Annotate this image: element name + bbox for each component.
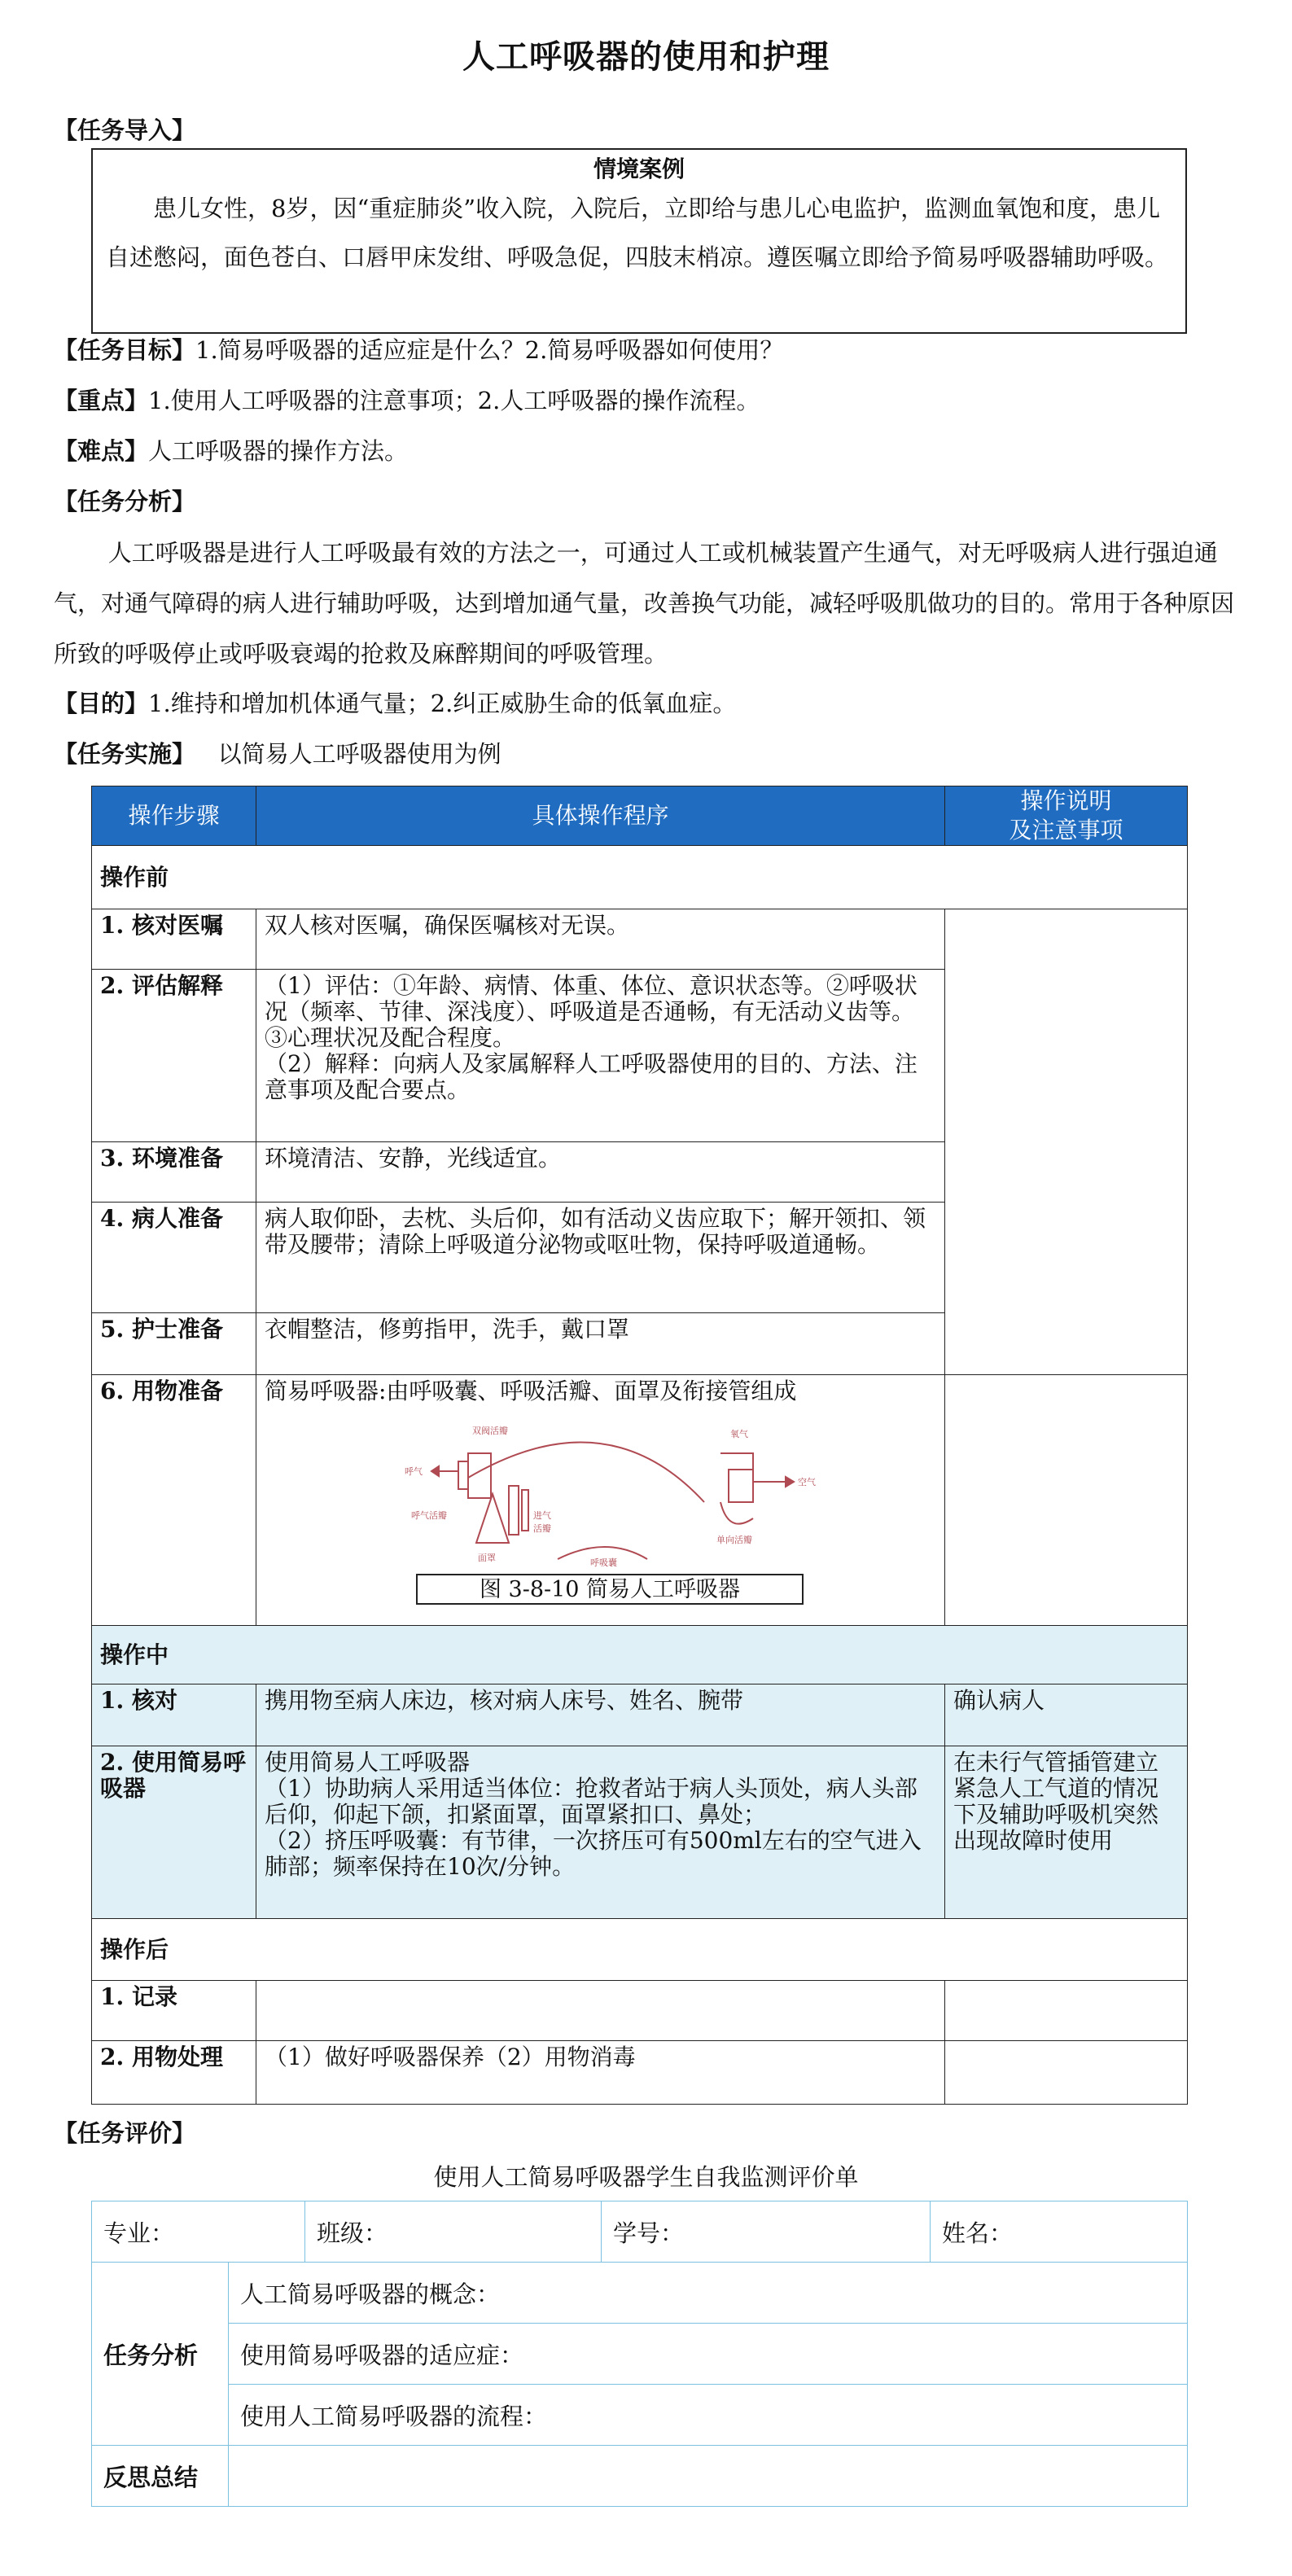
table-row <box>92 2041 1188 2105</box>
step-cell: 1. 记录 <box>92 1981 256 2041</box>
major-field[interactable]: 专业： <box>92 2201 305 2263</box>
fig-label: 呼气 <box>405 1466 423 1477</box>
ventilator-illustration <box>265 1404 932 1575</box>
fig-label: 呼气活瓣 <box>411 1510 447 1521</box>
exhale-arrow <box>431 1466 439 1476</box>
eval-item[interactable]: 人工简易呼吸器的概念： <box>229 2263 1188 2324</box>
fig-label: 面罩 <box>478 1553 496 1563</box>
phase-before: 操作前 <box>92 846 1188 909</box>
evaluation-label: 【任务评价】 <box>54 2119 196 2147</box>
content-cell: 病人取仰卧，去枕、头后仰，如有活动义齿应取下；解开领扣、领带及腰带；清除上呼吸道分泌物或呕吐物，保持呼吸道通畅。 <box>256 1203 945 1313</box>
evaluation-caption: 使用人工简易呼吸器学生自我监测评价单 <box>433 2163 859 2191</box>
one-way-valve <box>729 1470 753 1502</box>
key-label: 【重点】 <box>54 387 149 414</box>
reflection-label: 反思总结 <box>92 2446 229 2507</box>
purpose-line <box>54 687 736 720</box>
case-box <box>91 148 1187 334</box>
task-analysis-label: 任务分析 <box>92 2263 229 2446</box>
eval-row <box>92 2385 1188 2446</box>
eval-row <box>92 2446 1188 2507</box>
eval-item[interactable]: 使用人工简易呼吸器的流程： <box>229 2385 1188 2446</box>
note-cell <box>945 2041 1188 2105</box>
content-cell: 衣帽整洁，修剪指甲，洗手，戴口罩 <box>256 1313 945 1375</box>
name-field[interactable]: 姓名： <box>931 2201 1188 2263</box>
ventilator-figure <box>265 1404 936 1606</box>
analysis-label: 【任务分析】 <box>54 488 196 515</box>
eval-row <box>92 2263 1188 2324</box>
implement-text: 以简易人工呼吸器使用为例 <box>217 740 501 768</box>
table-row <box>92 1981 1188 2041</box>
bag-arc <box>468 1443 704 1502</box>
fig-label: 进气 <box>533 1510 551 1521</box>
case-text: 患儿女性，8岁，因“重症肺炎”收入院，入院后，立即给与患儿心电监护，监测血氧饱和度，患儿自述憋闷，面色苍白、口唇甲床发绀、呼吸急促，四肢末梢凉。遵医嘱立即给予简易呼吸器辅助呼吸。 <box>106 195 1169 271</box>
content-cell <box>256 1981 945 2041</box>
phase-after: 操作后 <box>92 1919 1188 1981</box>
content-cell: 双人核对医嘱，确保医嘱核对无误。 <box>256 909 945 970</box>
reflection-field[interactable] <box>229 2446 1188 2507</box>
note-cell <box>945 1375 1188 1626</box>
table-row <box>92 1746 1188 1919</box>
goal-line <box>54 334 783 366</box>
purpose-label: 【目的】 <box>54 690 149 717</box>
header-notes: 操作说明 及注意事项 <box>945 786 1188 846</box>
analysis-text: 人工呼吸器是进行人工呼吸最有效的方法之一，可通过人工或机械装置产生通气，对无呼吸病人进行强迫通气，对通气障碍的病人进行辅助呼吸，达到增加通气量，改善换气功能，减轻呼吸肌做功的目的。常用于各种原因所致的呼吸停止或呼吸衰竭的抢救及麻醉期间的呼吸管理。 <box>54 539 1235 668</box>
student-id-field[interactable]: 学号： <box>602 2201 931 2263</box>
table-row <box>92 909 1188 970</box>
phase-during: 操作中 <box>92 1626 1188 1684</box>
difficulty-text: 人工呼吸器的操作方法。 <box>148 437 409 465</box>
table-header-row <box>92 786 1188 846</box>
eval-item[interactable]: 使用简易呼吸器的适应症： <box>229 2324 1188 2385</box>
step-cell: 3. 环境准备 <box>92 1142 256 1203</box>
import-label: 【任务导入】 <box>54 116 196 144</box>
step-cell: 1. 核对 <box>92 1684 256 1746</box>
content-cell: 携用物至病人床边，核对病人床号、姓名、腕带 <box>256 1684 945 1746</box>
procedure-table <box>91 786 1188 2105</box>
difficulty-line <box>54 435 408 467</box>
note-cell: 确认病人 <box>945 1684 1188 1746</box>
table-row <box>92 1684 1188 1746</box>
phase-row-during <box>92 1626 1188 1684</box>
step-cell: 2. 用物处理 <box>92 2041 256 2105</box>
implement-line <box>54 738 501 770</box>
page-title: 人工呼吸器的使用和护理 <box>462 37 830 76</box>
difficulty-label: 【难点】 <box>54 437 149 465</box>
step-cell: 6. 用物准备 <box>92 1375 256 1626</box>
phase-row-after <box>92 1919 1188 1981</box>
mask-left <box>476 1494 509 1543</box>
goal-label: 【任务目标】 <box>54 336 196 364</box>
step-cell: 2. 使用简易呼吸器 <box>92 1746 256 1919</box>
phase-row-before <box>92 846 1188 909</box>
content-cell: 使用简易人工呼吸器 （1）协助病人采用适当体位：抢救者站于病人头顶处，病人头部后仰，仰起下颌，扣紧面罩，面罩紧扣口、鼻处； （2）挤压呼吸囊：有节律，一次挤压可有500ml左右的空气进入肺部；频率保持在10次/分钟。 <box>256 1746 945 1919</box>
goal-text: 1.简易呼吸器的适应症是什么？2.简易呼吸器如何使用？ <box>195 336 784 364</box>
fig-label: 氧气 <box>730 1429 748 1439</box>
purpose-text: 1.维持和增加机体通气量；2.纠正威胁生命的低氧血症。 <box>148 690 737 717</box>
step-cell: 1. 核对医嘱 <box>92 909 256 970</box>
fig-label: 呼吸囊 <box>590 1557 617 1568</box>
content-cell: （1）评估：①年龄、病情、体重、体位、意识状态等。②呼吸状况（频率、节律、深浅度）、呼吸道是否通畅，有无活动义齿等。③心理状况及配合程度。 （2）解释：向病人及家属解释人工呼吸器使用的目的、方法、注意事项及配合要点。 <box>256 970 945 1142</box>
table-row <box>92 1375 1188 1626</box>
step-cell: 4. 病人准备 <box>92 1203 256 1313</box>
figure-caption: 图 3-8-10 简易人工呼吸器 <box>416 1574 804 1605</box>
fig-label: 活瓣 <box>533 1523 551 1534</box>
class-field[interactable]: 班级： <box>305 2201 602 2263</box>
eval-row <box>92 2324 1188 2385</box>
fig-label: 单向活瓣 <box>716 1535 752 1545</box>
case-title: 情境案例 <box>593 156 685 182</box>
content-cell: （1）做好呼吸器保养（2）用物消毒 <box>256 2041 945 2105</box>
fig-label: 双阀活瓣 <box>472 1426 508 1436</box>
mask-connector <box>458 1461 468 1489</box>
content-cell: 环境清洁、安静，光线适宜。 <box>256 1142 945 1203</box>
header-step: 操作步骤 <box>92 786 256 846</box>
content-cell <box>256 1375 945 1626</box>
key-line <box>54 384 760 417</box>
note-cell: 在未行气管插管建立紧急人工气道的情况下及辅助呼吸机突然出现故障时使用 <box>945 1746 1188 1919</box>
step-cell: 2. 评估解释 <box>92 970 256 1142</box>
implement-label: 【任务实施】 <box>54 740 196 768</box>
header-procedure: 具体操作程序 <box>256 786 945 846</box>
key-text: 1.使用人工呼吸器的注意事项；2.人工呼吸器的操作流程。 <box>148 387 760 414</box>
step-cell: 5. 护士准备 <box>92 1313 256 1375</box>
equipment-text: 简易呼吸器:由呼吸囊、呼吸活瓣、面罩及衔接管组成 <box>265 1378 797 1404</box>
evaluation-table <box>91 2201 1188 2507</box>
eval-info-row <box>92 2201 1188 2263</box>
note-cell <box>945 909 1188 1375</box>
note-cell <box>945 1981 1188 2041</box>
fig-label: 空气 <box>798 1477 816 1487</box>
